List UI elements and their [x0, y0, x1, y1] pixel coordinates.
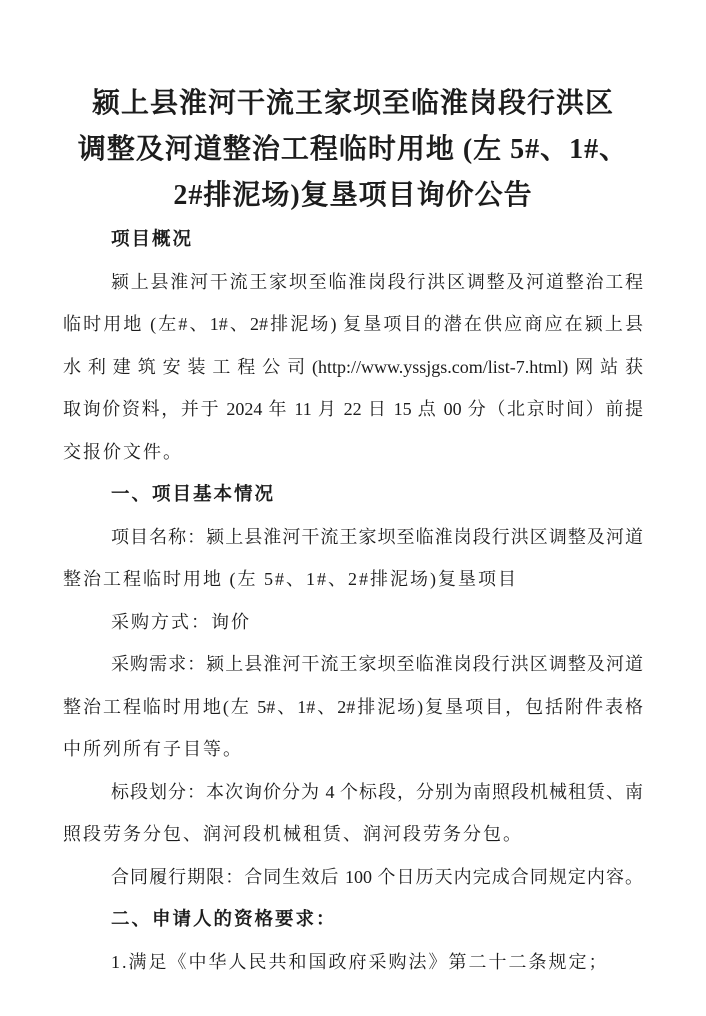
title-line: 2#排泥场)复垦项目询价公告	[173, 179, 533, 211]
body-line: 水利建筑安装工程公司(http://www.yssjgs.com/list-7.html)网站获	[63, 356, 643, 377]
body-line: 采购方式：询价	[111, 611, 251, 632]
body-line: 颍上县淮河干流王家坝至临淮岗段行洪区调整及河道整治工程	[111, 271, 643, 292]
document-title	[36, 81, 670, 219]
body-line: 标段划分：本次询价分为 4 个标段，分别为南照段机械租赁、南	[111, 781, 643, 802]
body-line: 整治工程临时用地(左 5#、1#、2#排泥场)复垦项目，包括附件表格	[63, 696, 643, 717]
title-line: 调整及河道整治工程临时用地 (左 5#、1#、	[77, 133, 629, 165]
body-line: 临时用地 (左#、1#、2#排泥场) 复垦项目的潜在供应商应在颍上县	[63, 314, 643, 334]
body-line: 1.满足《中华人民共和国政府采购法》第二十二条规定；	[111, 951, 609, 972]
document-body	[63, 218, 643, 983]
title-line: 颍上县淮河干流王家坝至临淮岗段行洪区	[91, 87, 614, 119]
heading-line: 一、项目基本情况	[111, 483, 276, 504]
heading-line: 二、申请人的资格要求：	[111, 908, 337, 929]
body-line: 照段劳务分包、润河段机械租赁、润河段劳务分包。	[63, 824, 523, 844]
heading-line: 项目概况	[111, 228, 194, 249]
body-line: 项目名称：颍上县淮河干流王家坝至临淮岗段行洪区调整及河道	[111, 526, 643, 547]
body-line: 取询价资料，并于 2024 年 11 月 22 日 15 点 00 分（北京时间）前提	[63, 399, 643, 419]
body-line: 中所列所有子目等。	[63, 739, 243, 759]
body-line: 交报价文件。	[63, 441, 183, 462]
body-line: 合同履行期限：合同生效后 100 个日历天内完成合同规定内容。	[111, 866, 643, 887]
body-line: 整治工程临时用地 (左 5#、1#、2#排泥场)复垦项目	[63, 569, 518, 589]
body-line: 采购需求：颍上县淮河干流王家坝至临淮岗段行洪区调整及河道	[111, 654, 643, 674]
